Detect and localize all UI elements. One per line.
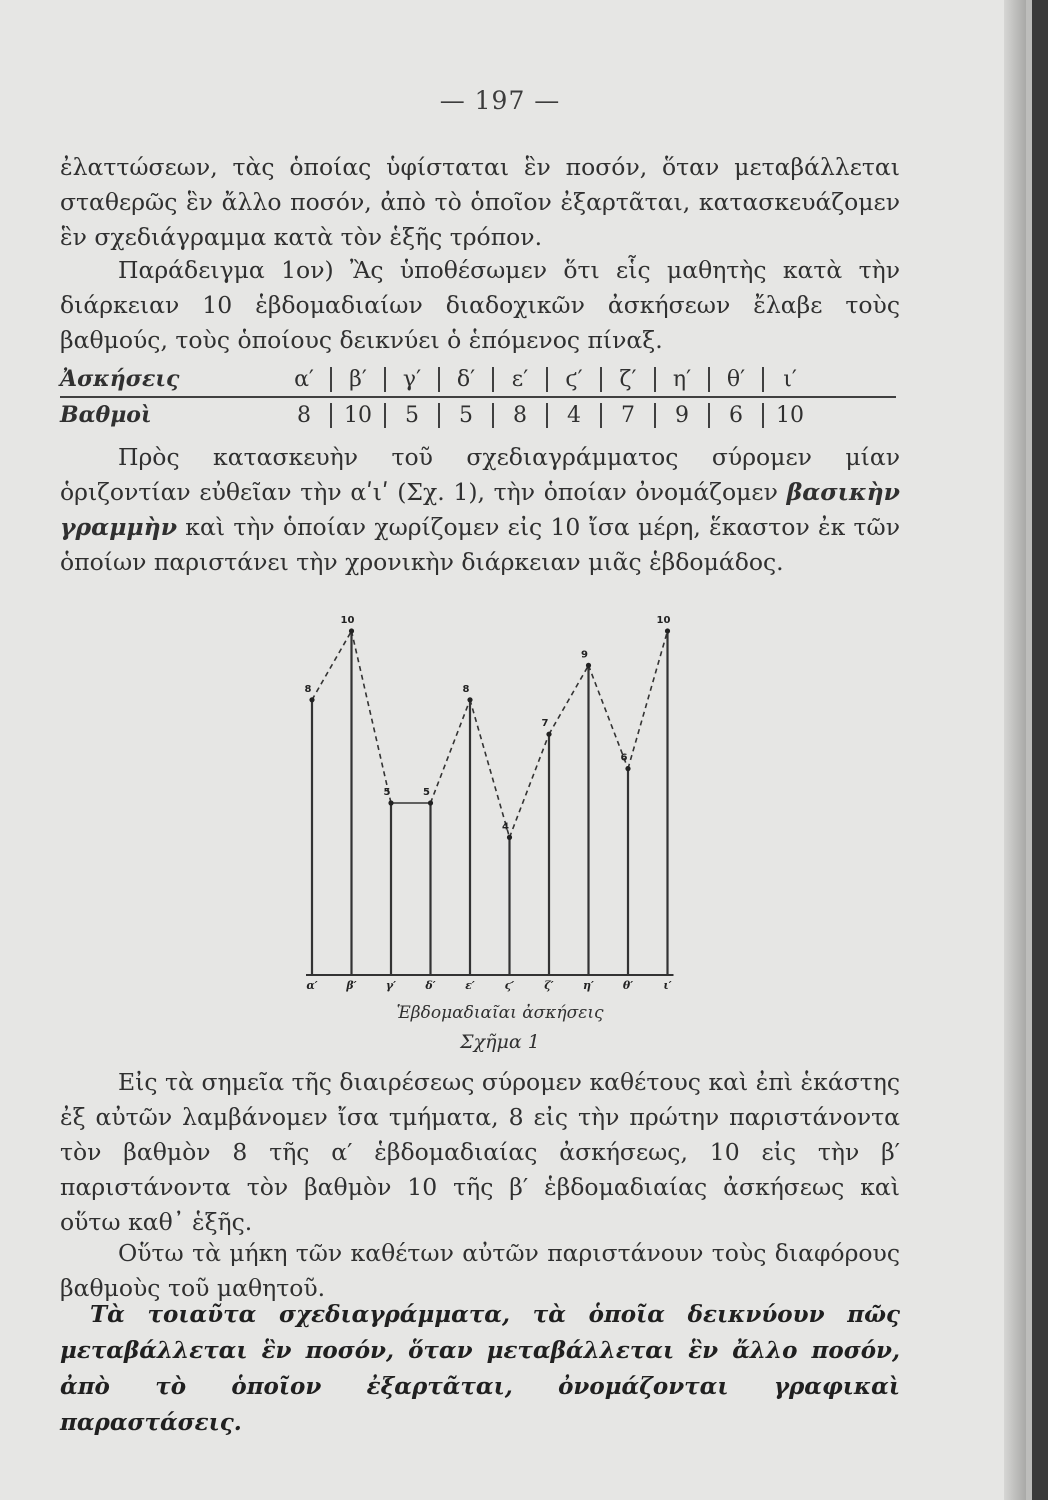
chart-connecting-segment <box>352 631 392 803</box>
chart-value-label: 5 <box>423 787 430 798</box>
intro-text: ἐλαττώσεων, τὰς ὁποίας ὑφίσταται ἓν ποσόν, ὅταν μεταβάλλεται σταθερῶς ἓν ἄλλο ποσόν, ἀπὸ τὸ ὁποῖον ἐξαρτᾶται, κατασκευάζομεν ἓν σχεδιάγραμμα κατὰ τὸν ἑξῆς τρόπον. <box>60 153 900 251</box>
chart-x-tick-label: ι′ <box>663 979 672 992</box>
construction-text-end: καὶ τὴν ὁποίαν χωρίζομεν εἰς 10 ἴσα μέρη, ἕκαστον ἐκ τῶν ὁποίων παριστάνει τὴν χρονικὴν διάρκειαν μιᾶς ἑβδομάδος. <box>60 513 900 576</box>
chart-connecting-segment <box>510 734 550 837</box>
construction-text-start: Πρὸς κατασκευὴν τοῦ σχεδιαγράμματος σύρομεν μίαν ὁριζοντίαν εὐθεῖαν τὴν αʹιʹ (Σχ. 1), τὴν ὁποίαν ὀνομάζομεν <box>60 443 900 506</box>
table-grade-cell: 4 <box>546 403 600 428</box>
chart-x-tick-label: ϛ′ <box>504 979 515 992</box>
chart-point <box>309 697 314 702</box>
chart-value-label: 7 <box>541 718 549 730</box>
table-header-cell: η′ <box>654 367 708 392</box>
chart-connecting-segment <box>628 631 668 769</box>
chart-value-label: 6 <box>620 752 628 764</box>
lengths-text: Οὕτω τὰ μήκη τῶν καθέτων αὐτῶν παριστάνουν τοὺς διαφόρους βαθμοὺς τοῦ μαθητοῦ. <box>60 1239 900 1302</box>
chart-x-tick-label: α′ <box>306 979 318 992</box>
table-header-cell: ε′ <box>492 367 546 392</box>
table-header-cell: ι′ <box>762 367 816 392</box>
table-header-cell: ζ′ <box>600 367 654 392</box>
chart-point <box>467 697 472 702</box>
example-text: Παράδειγμα 1ον) Ἂς ὑποθέσωμεν ὅτι εἷς μαθητὴς κατὰ τὴν διάρκειαν 10 ἑβδομαδιαίων διαδοχικῶν ἀσκήσεων ἔλαβε τοὺς βαθμούς, τοὺς ὁποίους δεικνύει ὁ ἑπόμενος πίναξ. <box>60 256 900 354</box>
chart-value-label: 4 <box>502 821 509 833</box>
table-grade-cell: 10 <box>762 403 816 428</box>
chart-value-label: 8 <box>462 683 470 695</box>
chart-point <box>507 835 512 840</box>
chart-connecting-segment <box>549 665 589 734</box>
chart-value-label: 5 <box>383 787 391 798</box>
chart-point <box>349 628 354 633</box>
points-paragraph <box>60 1065 900 1240</box>
chart-connecting-segment <box>470 700 510 838</box>
table-grade-cell: 10 <box>330 403 384 428</box>
table-grade-cell: 6 <box>708 403 762 428</box>
chart-point <box>586 663 591 668</box>
chart-title: Σχῆμα 1 <box>460 1031 540 1053</box>
chart-x-tick-label: ε′ <box>465 979 475 992</box>
chart-value-label: 9 <box>581 649 588 661</box>
table-row-label: Βαθμοὶ <box>60 402 152 428</box>
chart-value-label: 8 <box>304 683 312 695</box>
chart-value-label: 10 <box>340 615 355 626</box>
table-header-cell: β′ <box>330 367 384 392</box>
table-header-cell: δ′ <box>438 367 492 392</box>
table-grade-cell: 7 <box>600 403 654 428</box>
chart-point <box>665 628 670 633</box>
table-grade-cell: 5 <box>438 403 492 428</box>
chart-xlabel: Ἑβδομαδιαῖαι ἀσκήσεις <box>396 1003 604 1023</box>
points-text: Εἰς τὰ σημεῖα τῆς διαιρέσεως σύρομεν καθέτους καὶ ἐπὶ ἑκάστης ἐξ αὐτῶν λαμβάνομεν ἴσα τμήματα, 8 εἰς τὴν πρώτην παριστάνοντα τὸν βαθμὸν 8 τῆς α′ ἑβδομαδιαίας ἀσκήσεως, 10 εἰς τὴν β′ παριστάνοντα τὸν βαθμὸν 10 τῆς β′ ἑβδομαδιαίας ἀσκήσεως καὶ οὕτω καθ᾽ ἑξῆς. <box>60 1068 900 1236</box>
chart-x-tick-label: θ′ <box>622 979 634 992</box>
table-row-label: Ἀσκήσεις <box>60 366 180 392</box>
table-header-cell: ϛ′ <box>546 367 600 392</box>
closing-definition: Τὰ τοιαῦτα σχεδιαγράμματα, τὰ ὁποῖα δεικνύουν πῶς μεταβάλλεται ἓν ποσόν, ὅταν μεταβάλλεται ἓν ἄλλο ποσόν, ἀπὸ τὸ ὁποῖον ἐξαρτᾶται, ὀνομάζονται γραφικαὶ παραστάσεις. <box>60 1301 900 1436</box>
table-header-cell: γ′ <box>384 367 438 392</box>
table-grade-cell: 8 <box>492 403 546 428</box>
page-number: — 197 — <box>439 86 561 115</box>
table-grade-cell: 5 <box>384 403 438 428</box>
lengths-paragraph <box>60 1236 900 1306</box>
table-grade-cell: 8 <box>297 402 311 428</box>
chart-connecting-segment <box>312 631 352 700</box>
chart-x-tick-label: β′ <box>346 979 357 992</box>
chart-point <box>546 732 551 737</box>
chart-x-tick-label: γ′ <box>385 979 397 992</box>
table-header-cell: θ′ <box>708 367 762 392</box>
chart-point <box>428 800 433 805</box>
chart-x-tick-label: ζ′ <box>544 979 554 992</box>
table-grade-cell: 9 <box>654 403 708 428</box>
chart-x-tick-label: δ′ <box>425 979 436 992</box>
chart-connecting-segment <box>431 700 471 803</box>
chart-point <box>625 766 630 771</box>
chart-x-tick-label: η′ <box>583 979 594 992</box>
chart-value-label: 10 <box>656 615 671 626</box>
base-line-term: βασικὴν γραμμὴν <box>60 478 900 541</box>
table-header-cell: α′ <box>294 366 314 392</box>
chart-point <box>388 800 393 805</box>
